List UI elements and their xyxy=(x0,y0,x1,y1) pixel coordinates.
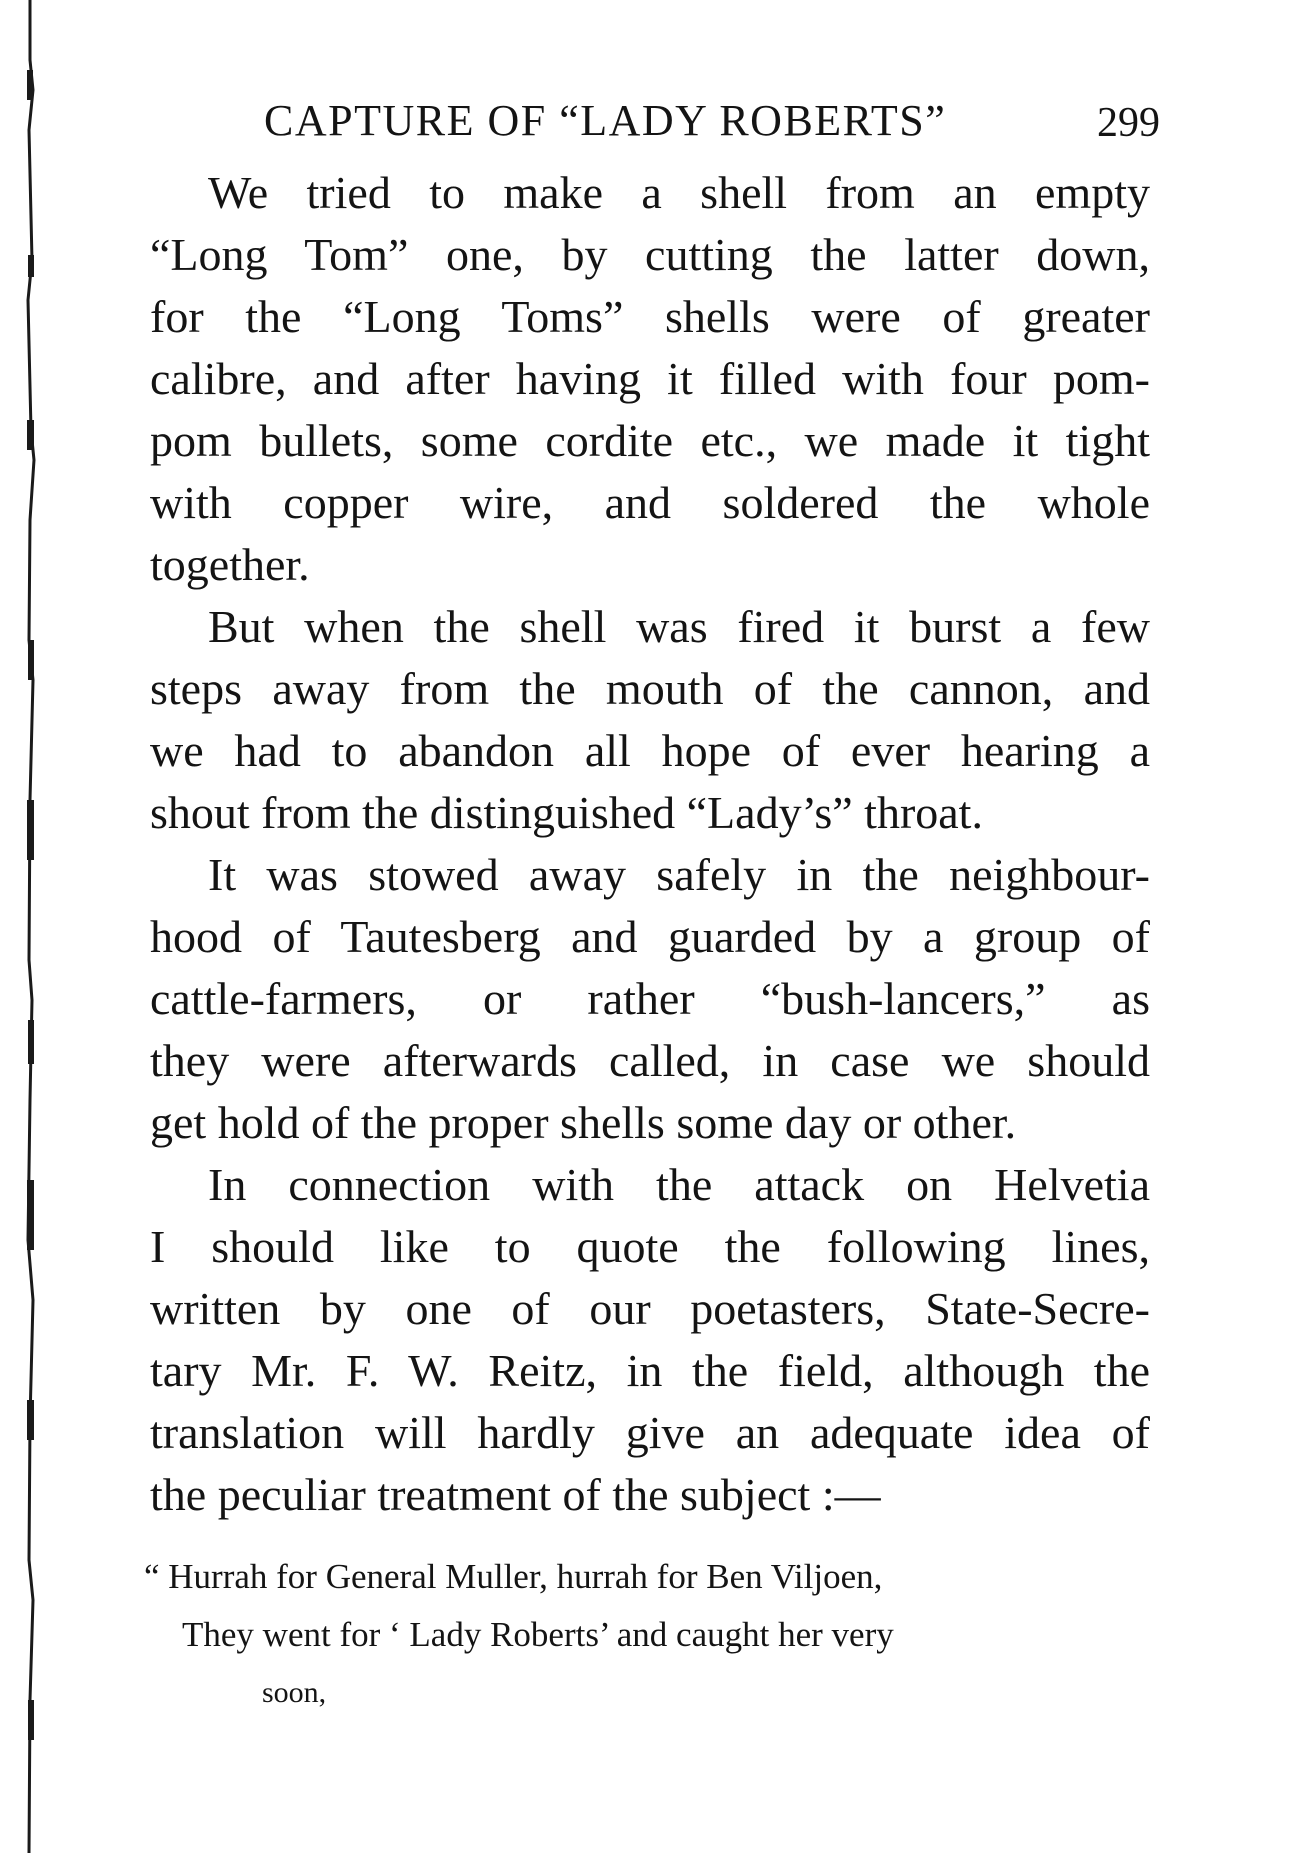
text-line: tary Mr. F. W. Reitz, in the field, although the xyxy=(150,1345,1150,1396)
body-text xyxy=(150,162,1150,1526)
text-line: get hold of the proper shells some day or other. xyxy=(150,1097,1017,1148)
text-line: they were afterwards called, in case we should xyxy=(150,1035,1150,1086)
paragraph xyxy=(150,596,1150,844)
text-line: hood of Tautesberg and guarded by a group of xyxy=(150,911,1150,962)
verse-line: soon, xyxy=(262,1676,327,1709)
text-line: translation will hardly give an adequate idea of xyxy=(150,1407,1150,1458)
text-line: the peculiar treatment of the subject :— xyxy=(150,1469,881,1520)
text-line: pom bullets, some cordite etc., we made it tight xyxy=(150,415,1150,466)
binding-edge-shadow xyxy=(24,0,36,1853)
text-line: we had to abandon all hope of ever hearing a xyxy=(150,725,1150,776)
text-line: We tried to make a shell from an empty xyxy=(208,167,1150,218)
text-line: for the “Long Toms” shells were of greater xyxy=(150,291,1150,342)
text-line: written by one of our poetasters, State-Secre- xyxy=(150,1283,1150,1334)
paragraph xyxy=(150,844,1150,1154)
verse-line: “ Hurrah for General Muller, hurrah for Ben Viljoen, xyxy=(144,1557,883,1596)
text-line: together. xyxy=(150,539,310,590)
verse-line: They went for ‘ Lady Roberts’ and caught her very xyxy=(182,1615,894,1654)
text-line: But when the shell was fired it burst a few xyxy=(208,601,1150,652)
text-line: steps away from the mouth of the cannon, and xyxy=(150,663,1150,714)
text-line: “Long Tom” one, by cutting the latter down, xyxy=(150,229,1150,280)
text-line: It was stowed away safely in the neighbour- xyxy=(208,849,1150,900)
quoted-verse xyxy=(144,1548,1144,1722)
text-line: I should like to quote the following lines, xyxy=(150,1221,1150,1272)
page-number: 299 xyxy=(1097,100,1160,146)
text-line: In connection with the attack on Helvetia xyxy=(208,1159,1150,1210)
text-line: shout from the distinguished “Lady’s” throat. xyxy=(150,787,983,838)
paragraph xyxy=(150,162,1150,596)
paragraph xyxy=(150,1154,1150,1526)
running-title: CAPTURE OF “LADY ROBERTS” xyxy=(264,96,947,145)
text-line: cattle-farmers, or rather “bush-lancers,” as xyxy=(150,973,1150,1024)
binding-edge-line xyxy=(24,0,36,1853)
text-line: with copper wire, and soldered the whole xyxy=(150,477,1150,528)
text-line: calibre, and after having it filled with four pom- xyxy=(150,353,1150,404)
running-header xyxy=(150,95,1160,155)
